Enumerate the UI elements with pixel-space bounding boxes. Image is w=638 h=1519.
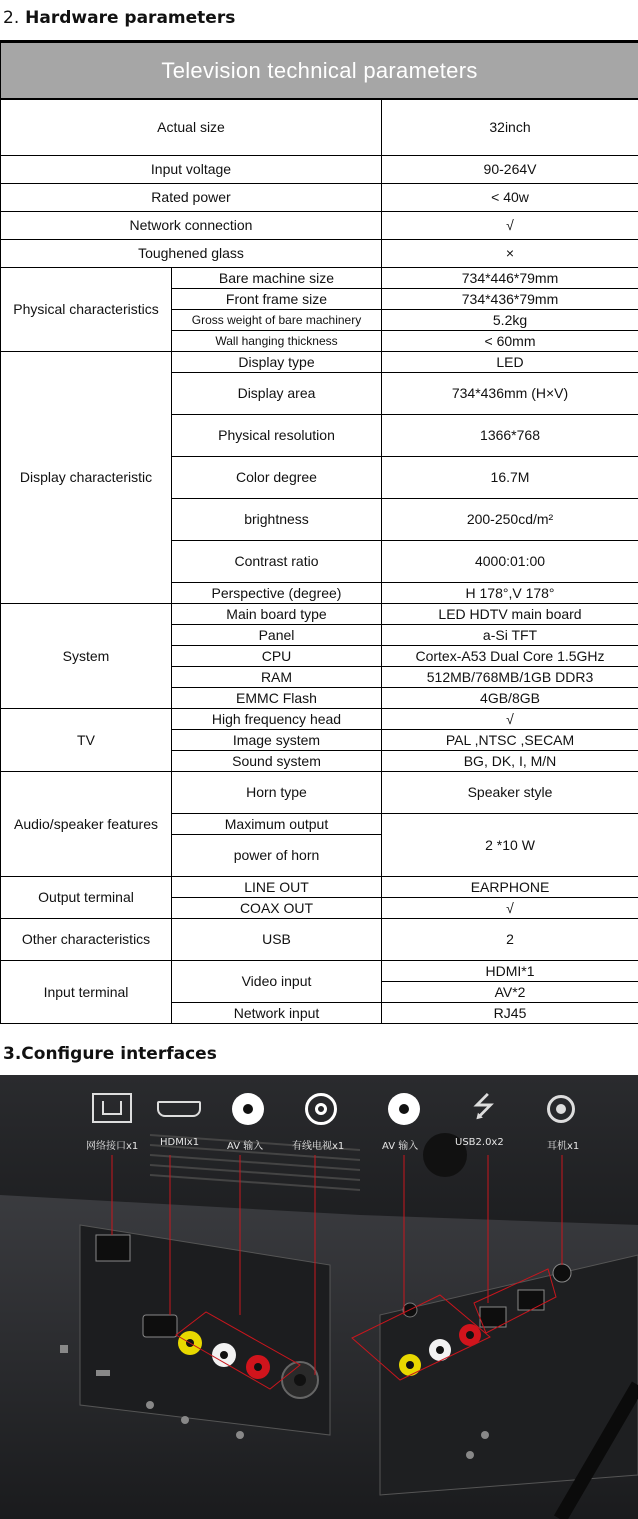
section-2-heading (3, 8, 235, 28)
group-label: Other characteristics (1, 919, 172, 961)
tv-spec-table (0, 42, 638, 1024)
interface-label-hdmi: HDMIx1 (160, 1137, 200, 1148)
row-value: < 40w (382, 184, 638, 212)
row-label: Wall hanging thickness (172, 331, 382, 352)
group-label: TV (1, 709, 172, 772)
row-label: COAX OUT (172, 898, 382, 919)
row-label: brightness (172, 499, 382, 541)
network-port-icon (92, 1093, 132, 1123)
row-label: LINE OUT (172, 877, 382, 898)
interface-label-coax: 有线电视x1 (292, 1141, 345, 1152)
row-value: LED HDTV main board (382, 604, 638, 625)
row-value: 734*436*79mm (382, 289, 638, 310)
row-value: PAL ,NTSC ,SECAM (382, 730, 638, 751)
row-value: BG, DK, I, M/N (382, 751, 638, 772)
row-value: H 178°,V 178° (382, 583, 638, 604)
row-value: Speaker style (382, 772, 638, 814)
row-label: Network connection (1, 212, 382, 240)
group-label: System (1, 604, 172, 709)
row-label: RAM (172, 667, 382, 688)
group-label: Physical characteristics (1, 268, 172, 352)
interface-label-earphone: 耳机x1 (547, 1141, 580, 1152)
av-input-icon (232, 1093, 264, 1125)
row-label: Maximum output (172, 814, 382, 835)
row-label: Video input (172, 961, 382, 1003)
row-value: 32inch (382, 99, 638, 156)
av-input-icon (388, 1093, 420, 1125)
interface-label-av-input: AV 输入 (227, 1141, 264, 1152)
row-label: Perspective (degree) (172, 583, 382, 604)
row-value: 734*446*79mm (382, 268, 638, 289)
row-value: 90-264V (382, 156, 638, 184)
interface-label-network: 网络接口x1 (86, 1141, 139, 1152)
row-label: Front frame size (172, 289, 382, 310)
section-2-number: 2. (3, 8, 20, 28)
row-label: Image system (172, 730, 382, 751)
row-value: √ (382, 709, 638, 730)
hdmi-icon (157, 1101, 201, 1117)
section-2-title: Hardware parameters (25, 8, 236, 28)
row-value: 2 *10 W (382, 814, 638, 877)
interface-label-av-input-2: AV 输入 (382, 1141, 419, 1152)
row-label: Physical resolution (172, 415, 382, 457)
interfaces-photo (0, 1075, 638, 1519)
row-label: Contrast ratio (172, 541, 382, 583)
row-label: High frequency head (172, 709, 382, 730)
row-label: Bare machine size (172, 268, 382, 289)
table-title: Television technical parameters (1, 43, 638, 99)
group-label: Input terminal (1, 961, 172, 1024)
row-label: Sound system (172, 751, 382, 772)
row-label: Gross weight of bare machinery (172, 310, 382, 331)
row-value: LED (382, 352, 638, 373)
group-label: Output terminal (1, 877, 172, 919)
row-label: Input voltage (1, 156, 382, 184)
row-value: 16.7M (382, 457, 638, 499)
row-value: < 60mm (382, 331, 638, 352)
group-label: Audio/speaker features (1, 772, 172, 877)
group-label: Display characteristic (1, 352, 172, 604)
row-label: Display area (172, 373, 382, 415)
row-value: Cortex-A53 Dual Core 1.5GHz (382, 646, 638, 667)
row-label: Panel (172, 625, 382, 646)
row-value: RJ45 (382, 1003, 638, 1024)
row-value: 1366*768 (382, 415, 638, 457)
earphone-jack-icon (547, 1095, 575, 1123)
row-label: CPU (172, 646, 382, 667)
row-label: USB (172, 919, 382, 961)
row-value: EARPHONE (382, 877, 638, 898)
row-value: √ (382, 212, 638, 240)
row-value: a-Si TFT (382, 625, 638, 646)
row-label: Network input (172, 1003, 382, 1024)
row-value: 2 (382, 919, 638, 961)
section-3-heading: 3.Configure interfaces (3, 1044, 217, 1064)
coax-tv-icon (305, 1093, 337, 1125)
row-value: 512MB/768MB/1GB DDR3 (382, 667, 638, 688)
usb-icon: ⭍ (472, 1090, 496, 1123)
row-label: Color degree (172, 457, 382, 499)
row-value: 734*436mm (H×V) (382, 373, 638, 415)
row-value: 4000:01:00 (382, 541, 638, 583)
interface-label-usb: USB2.0x2 (455, 1137, 504, 1148)
row-label: Actual size (1, 99, 382, 156)
row-label: power of horn (172, 835, 382, 877)
row-label: Toughened glass (1, 240, 382, 268)
row-value: 4GB/8GB (382, 688, 638, 709)
row-value: HDMI*1 (382, 961, 638, 982)
row-label: Display type (172, 352, 382, 373)
row-label: Main board type (172, 604, 382, 625)
row-label: Horn type (172, 772, 382, 814)
row-value: × (382, 240, 638, 268)
row-value: √ (382, 898, 638, 919)
row-value: 200-250cd/m² (382, 499, 638, 541)
row-label: EMMC Flash (172, 688, 382, 709)
row-label: Rated power (1, 184, 382, 212)
row-value: AV*2 (382, 982, 638, 1003)
row-value: 5.2kg (382, 310, 638, 331)
